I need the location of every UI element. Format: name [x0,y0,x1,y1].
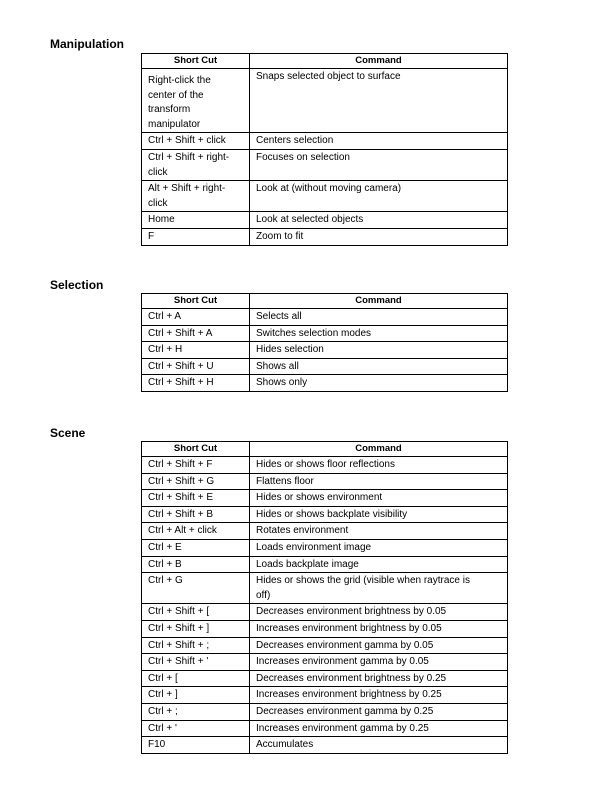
shortcut-cell: Ctrl + ; [142,703,250,720]
table-row [142,720,508,737]
command-cell: Focuses on selection [250,149,508,180]
header-shortcut: Short Cut [142,54,250,69]
shortcut-cell: Ctrl + Shift + right- click [142,149,250,180]
command-cell: Selects all [250,309,508,326]
header-command: Command [250,294,508,309]
command-cell: Hides or shows floor reflections [250,457,508,474]
shortcut-cell: Ctrl + ] [142,687,250,704]
table-header-row [142,54,508,69]
table-row [142,325,508,342]
table-row [142,620,508,637]
shortcut-cell: Ctrl + Shift + E [142,490,250,507]
shortcut-cell: Ctrl + Alt + click [142,523,250,540]
table-row [142,457,508,474]
command-cell: Look at selected objects [250,212,508,229]
command-cell: Increases environment gamma by 0.05 [250,654,508,671]
command-cell: Switches selection modes [250,325,508,342]
table-header-row [142,294,508,309]
table-row [142,687,508,704]
command-cell: Decreases environment gamma by 0.25 [250,703,508,720]
table-row [142,342,508,359]
command-cell: Hides or shows environment [250,490,508,507]
table-row [142,573,508,604]
command-cell: Loads environment image [250,539,508,556]
table-row [142,506,508,523]
shortcut-cell: Ctrl + B [142,556,250,573]
command-cell: Flattens floor [250,473,508,490]
shortcut-cell: Ctrl + Shift + click [142,133,250,150]
shortcut-cell: Ctrl + Shift + G [142,473,250,490]
command-cell: Increases environment brightness by 0.25 [250,687,508,704]
scene-table [141,441,508,754]
shortcut-cell: Ctrl + G [142,573,250,604]
table-row [142,637,508,654]
command-cell: Hides or shows backplate visibility [250,506,508,523]
shortcut-cell: Home [142,212,250,229]
table-row [142,228,508,245]
manipulation-table [141,53,508,246]
shortcut-cell: Ctrl + Shift + A [142,325,250,342]
shortcut-cell: Ctrl + E [142,539,250,556]
table-row [142,654,508,671]
table-header-row [142,442,508,457]
table-row [142,703,508,720]
table-row [142,473,508,490]
table-row [142,358,508,375]
command-cell: Increases environment brightness by 0.05 [250,620,508,637]
shortcut-cell: Alt + Shift + right- click [142,181,250,212]
table-row [142,149,508,180]
table-row [142,181,508,212]
selection-table [141,293,508,392]
table-row [142,212,508,229]
table-row [142,490,508,507]
command-cell: Zoom to fit [250,228,508,245]
shortcut-cell: Ctrl + Shift + F [142,457,250,474]
section-title-manipulation: Manipulation [50,37,124,51]
command-cell: Accumulates [250,737,508,754]
shortcut-cell: Ctrl + H [142,342,250,359]
command-cell: Hides selection [250,342,508,359]
command-cell: Rotates environment [250,523,508,540]
shortcut-cell: Ctrl + Shift + ; [142,637,250,654]
shortcut-cell: Ctrl + Shift + U [142,358,250,375]
header-command: Command [250,54,508,69]
table-row [142,539,508,556]
shortcut-cell: Ctrl + ' [142,720,250,737]
table-row [142,133,508,150]
command-cell: Decreases environment brightness by 0.05 [250,604,508,621]
section-title-selection: Selection [50,278,104,292]
header-shortcut: Short Cut [142,442,250,457]
shortcut-cell: Ctrl + Shift + ' [142,654,250,671]
shortcut-cell: Ctrl + Shift + B [142,506,250,523]
command-cell: Hides or shows the grid (visible when raytrace is off) [250,573,508,604]
shortcut-cell: Ctrl + Shift + H [142,375,250,392]
table-row [142,309,508,326]
table-row [142,670,508,687]
table-row [142,604,508,621]
table-row [142,556,508,573]
shortcut-cell: Ctrl + A [142,309,250,326]
command-cell: Shows all [250,358,508,375]
table-row [142,69,508,133]
command-cell: Loads backplate image [250,556,508,573]
shortcut-cell: Ctrl + Shift + [ [142,604,250,621]
shortcut-cell: Ctrl + [ [142,670,250,687]
command-cell: Increases environment gamma by 0.25 [250,720,508,737]
header-shortcut: Short Cut [142,294,250,309]
shortcut-cell: Right-click the center of the transform manipulator [142,69,250,133]
header-command: Command [250,442,508,457]
table-row [142,375,508,392]
command-cell: Look at (without moving camera) [250,181,508,212]
shortcut-cell: F [142,228,250,245]
command-cell: Centers selection [250,133,508,150]
table-row [142,737,508,754]
command-cell: Decreases environment gamma by 0.05 [250,637,508,654]
shortcut-cell: Ctrl + Shift + ] [142,620,250,637]
command-cell: Decreases environment brightness by 0.25 [250,670,508,687]
table-row [142,523,508,540]
section-title-scene: Scene [50,426,86,440]
shortcut-cell: F10 [142,737,250,754]
command-cell: Snaps selected object to surface [250,69,508,133]
command-cell: Shows only [250,375,508,392]
